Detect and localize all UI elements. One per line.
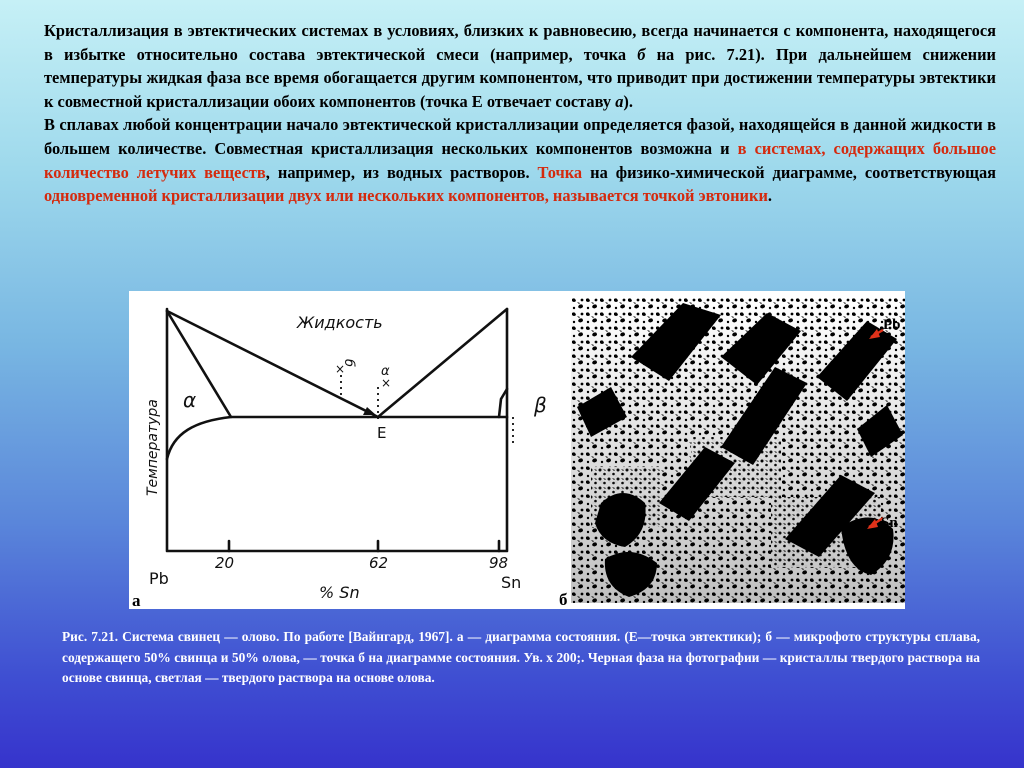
paragraph-2 — [44, 113, 996, 207]
figure-caption: Рис. 7.21. Система свинец — олово. По работе [Вайнгард, 1967]. а — диаграмма состояния. (Е—точка эвтектики); б — микрофото структуры сплава, содержащего 50% свинца и 50% олова, — точка б на диаграмме состояния. Ув. х 200;. Черная фаза на фотографии — кристаллы твердого раствора на основе свинца, светлая — твердого раствора на основе олова. — [62, 629, 980, 686]
highlight-volatile-systems: в системах, содержащих большое количество летучих веществ — [44, 138, 996, 182]
panel-letter-b: б — [559, 590, 568, 609]
paragraph-1-italic-a: а — [615, 91, 624, 111]
diagram-frame — [167, 309, 507, 551]
tick-label-98: 98 — [489, 554, 509, 572]
paragraph-2-text-b: , например, из водных растворов. — [265, 162, 538, 182]
sn-phase-label: Sn — [881, 515, 898, 531]
tick-label-20: 20 — [215, 554, 235, 572]
micrograph — [571, 297, 905, 603]
sn-axis-label: Sn — [501, 573, 522, 592]
point-b-marker: × — [335, 362, 346, 376]
beta-phase-label: β — [534, 393, 547, 417]
liquid-label: Жидкость — [297, 313, 383, 332]
paragraph-1-text-c: ). — [623, 91, 633, 111]
paragraph-1-text-b: на рис. 7.21). При дальнейшем снижении температуры жидкая фаза все время обогащается другим компонентом, что приводит при достижении температуры эвтектики к совместной кристаллизации обоих компонентов (точка Е отвечает составу — [44, 44, 996, 111]
eutectic-point-label: E — [377, 424, 387, 442]
percent-sn-axis-label: % Sn — [319, 583, 360, 602]
phase-diagram — [129, 291, 569, 609]
paragraph-2-text-c: на физико-химической диаграмме, соответствующая — [582, 162, 997, 182]
point-b-label: б — [341, 359, 356, 368]
panel-letter-a: а — [132, 591, 141, 609]
figure-7-21 — [129, 291, 905, 609]
highlight-point: Точка — [537, 162, 583, 182]
micrograph-shading — [571, 297, 905, 603]
paragraph-2-text-d: . — [767, 186, 772, 206]
paragraph-2-text-a: В сплавах любой концентрации начало эвтектической кристаллизации определяется фазой, находящейся в данной жидкости в большем количестве. Совместная кристаллизация нескольких компонентов возможна и — [44, 115, 996, 158]
temperature-axis-label: Температура — [145, 399, 161, 496]
main-text — [44, 19, 996, 208]
paragraph-1-italic-b: б — [637, 44, 646, 64]
point-a-label: α — [381, 364, 390, 379]
pb-axis-label: Pb — [149, 569, 169, 588]
paragraph-1-text-a: Кристаллизация в эвтектических системах в условиях, близких к равновесию, всегда начинается с компонента, находящегося в избытке относительно состава эвтектической смеси (например, точка — [44, 21, 996, 64]
paragraph-1 — [44, 19, 996, 113]
alpha-phase-label: α — [183, 388, 197, 412]
alpha-solvus-curve — [167, 417, 231, 459]
pb-phase-label: Pb — [883, 317, 901, 333]
liquidus-sn-line — [378, 309, 507, 417]
highlight-eutonic-point-definition: одновременной кристаллизации двух или нескольких компонентов, называется точкой эвтоники — [44, 186, 768, 206]
point-a-marker: × — [381, 376, 392, 390]
tick-label-62: 62 — [369, 554, 389, 572]
